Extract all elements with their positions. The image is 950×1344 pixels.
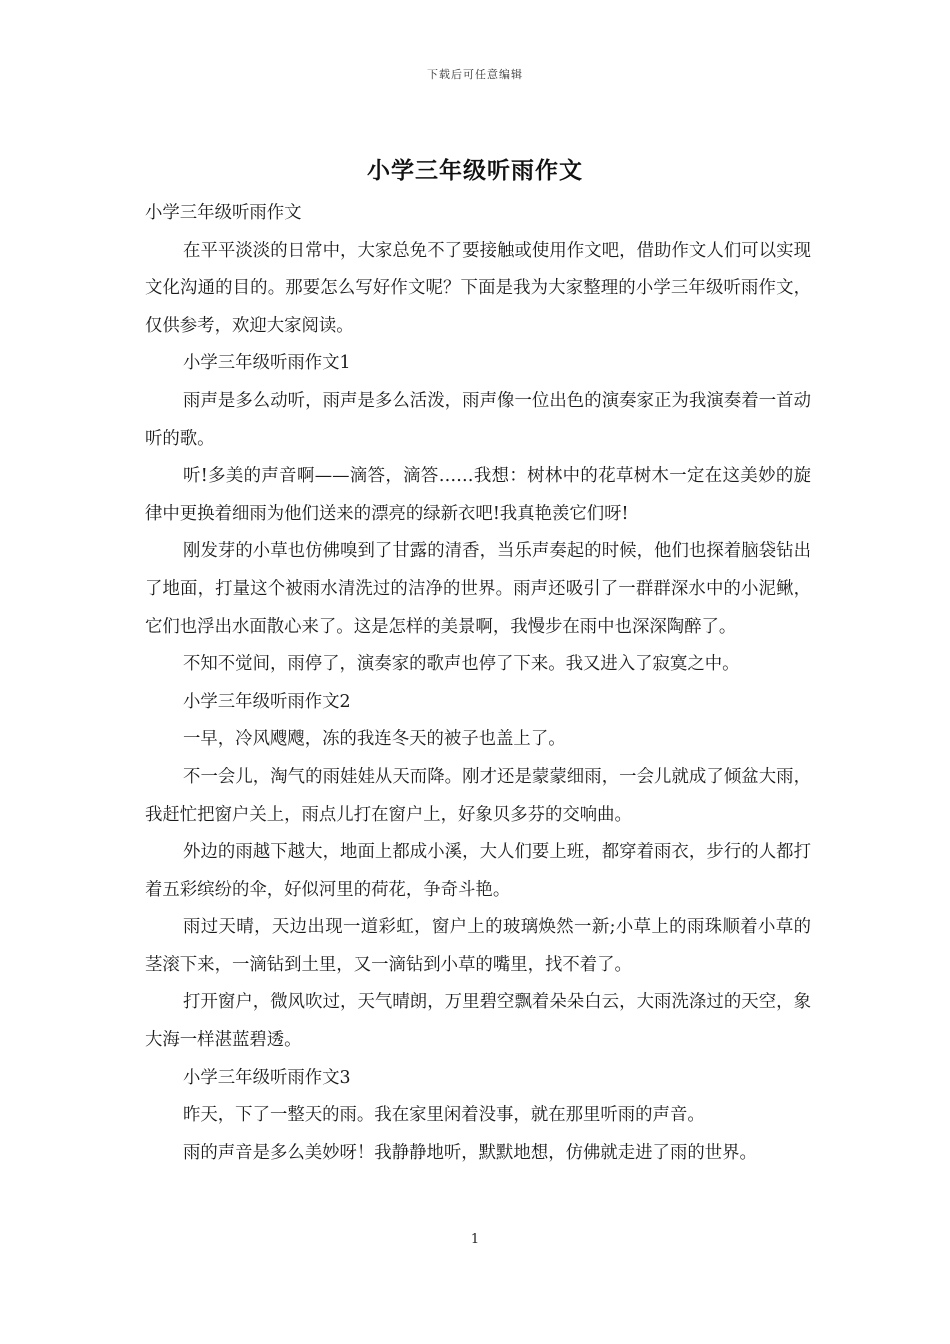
header-note: 下载后可任意编辑 <box>427 68 523 81</box>
document-title: 小学三年级听雨作文 <box>367 157 583 184</box>
section-heading-2: 小学三年级听雨作文2 <box>183 691 351 712</box>
paragraph-subtitle: 小学三年级听雨作文 <box>145 203 302 223</box>
section-heading-1: 小学三年级听雨作文1 <box>183 353 351 374</box>
paragraph: 听!多美的声音啊——滴答，滴答……我想：树林中的花草树木一定在这美妙的旋律中更换着细雨为他们送来的漂亮的绿新衣吧!我真艳羡它们呀! <box>145 466 811 524</box>
paragraph: 雨声是多么动听，雨声是多么活泼，雨声像一位出色的演奏家正为我演奏着一首动听的歌。 <box>145 390 811 449</box>
paragraph: 不一会儿，淘气的雨娃娃从天而降。刚才还是蒙蒙细雨，一会儿就成了倾盆大雨，我赶忙把窗户关上，雨点儿打在窗户上，好象贝多芬的交响曲。 <box>145 766 811 825</box>
paragraph: 刚发芽的小草也仿佛嗅到了甘露的清香，当乐声奏起的时候，他们也探着脑袋钻出了地面，打量这个被雨水清洗过的洁净的世界。雨声还吸引了一群群深水中的小泥鳅，它们也浮出水面散心来了。这是怎样的美景啊，我慢步在雨中也深深陶醉了。 <box>145 541 811 637</box>
paragraph: 一早，冷风飕飕，冻的我连冬天的被子也盖上了。 <box>183 729 566 750</box>
paragraph: 昨天，下了一整天的雨。我在家里闲着没事，就在那里听雨的声音。 <box>183 1105 705 1126</box>
paragraph: 雨过天晴，天边出现一道彩虹，窗户上的玻璃焕然一新;小草上的雨珠顺着小草的茎滚下来，一滴钻到土里，又一滴钻到小草的嘴里，找不着了。 <box>145 917 811 975</box>
page-number: 1 <box>470 1232 480 1247</box>
paragraph: 打开窗户，微风吹过，天气晴朗，万里碧空飘着朵朵白云，大雨洗涤过的天空，象大海一样湛蓝碧透。 <box>145 992 811 1051</box>
document-body <box>145 195 811 1172</box>
section-heading-3: 小学三年级听雨作文3 <box>183 1067 351 1088</box>
paragraph: 外边的雨越下越大，地面上都成小溪，大人们要上班，都穿着雨衣，步行的人都打着五彩缤纷的伞，好似河里的荷花，争奇斗艳。 <box>145 842 811 900</box>
paragraph-intro: 在平平淡淡的日常中，大家总免不了要接触或使用作文吧，借助作文人们可以实现文化沟通的目的。那要怎么写好作文呢？下面是我为大家整理的小学三年级听雨作文，仅供参考，欢迎大家阅读。 <box>145 240 811 336</box>
paragraph: 雨的声音是多么美妙呀！我静静地听，默默地想，仿佛就走进了雨的世界。 <box>183 1142 757 1163</box>
paragraph: 不知不觉间，雨停了，演奏家的歌声也停了下来。我又进入了寂寞之中。 <box>183 654 740 675</box>
